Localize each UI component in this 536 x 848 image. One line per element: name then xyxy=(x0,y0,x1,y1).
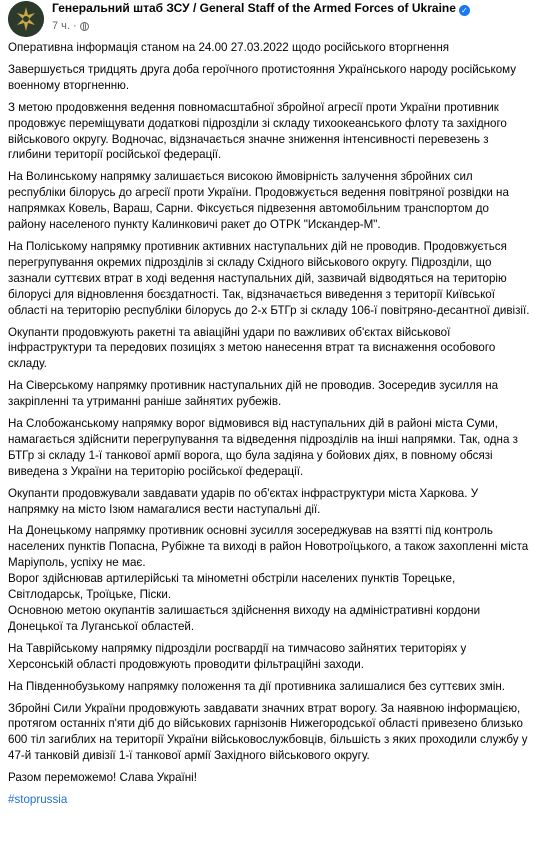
post-paragraph: Основною метою окупантів залишається здійснення виходу на адміністративні кордони Донецької та Луганської областей. xyxy=(8,604,481,633)
post-paragraph: Завершується тридцять друга доба героїчного протистояння Українського народу російському военному вторгненню. xyxy=(8,62,517,92)
page-name-link[interactable]: Генеральний штаб ЗСУ / General Staff of the Armed Forces of Ukraine xyxy=(52,1,456,15)
post-timestamp[interactable]: 7 ч. xyxy=(52,20,70,32)
post-paragraph: На Сіверському напрямку противник наступальних дій не проводив. Зосередив зусилля на закріпленні та утриманні раніше зайнятих рубежів. xyxy=(8,379,499,409)
post-text xyxy=(8,40,530,808)
post-paragraph: На Донецькому напрямку противник основні зусилля зосереджував на взятті під контроль населених пунктів Попасна, Рубіжне та виході в район Новотроїцького, а також захопленні міста Маріуполь, успіху не має. xyxy=(8,524,529,570)
post-paragraph: Ворог здійснював артилерійські та мінометні обстріли населених пунктів Торецьке, Світлодарськ, Троїцьке, Піски. xyxy=(8,572,456,602)
post-paragraph: Окупанти продовжують ракетні та авіаційні удари по важливих об'єктах військової інфраструктури та передових позиціях з метою нанесення втрат та виснаження особового складу. xyxy=(8,325,496,371)
globe-icon xyxy=(80,22,89,31)
post-paragraph: На Південнобузькому напрямку положення та дії противника залишалися без суттєвих змін. xyxy=(8,679,506,693)
post-header xyxy=(8,0,530,40)
post-paragraph: На Таврійському напрямку підрозділи росгвардії на тимчасово зайнятих територіях у Херсонській області продовжують проводити фільтраційні заходи. xyxy=(8,641,467,671)
post-paragraph: Оперативна інформація станом на 24.00 27.03.2022 щодо російського вторгнення xyxy=(8,41,450,54)
page-avatar[interactable] xyxy=(8,1,44,37)
post-paragraph: Окупанти продовжували завдавати ударів по об'єктах інфраструктури міста Харкова. У напрямку на місто Ізюм намагалися вести наступальні дії. xyxy=(8,486,479,516)
verified-badge-icon: ✓ xyxy=(459,5,470,16)
post-paragraph: Разом переможемо! Слава Україні! xyxy=(8,771,197,785)
emblem-icon xyxy=(8,1,44,37)
post-paragraph: Збройні Сили України продовжують завдавати значних втрат ворогу. За наявною інформацією, протягом останніх п'яти діб до військових гарнізонів Нижегородської області привезено близько 600 тіл загиблих на території України військовослужбовців, більшість з яких проходили службу у 47-й танковій дивізії 1-ї танкової армії Західного військового округу. xyxy=(8,701,528,763)
hashtag-link[interactable]: #stoprussia xyxy=(8,793,68,807)
post-paragraph: На Слобожанському напрямку ворог відмовився від наступальних дій в районі міста Суми, намагається здійснити перегрупування та відведення підрозділів на інші напрямки. Так, одна з БТГр зі складу 1-ї танкової армії ворога, що була задіяна у бойових діях, в повному обсязі виведена з України на територію російської федерації. xyxy=(8,417,518,478)
separator-dot: · xyxy=(72,20,77,32)
post-paragraph: На Поліському напрямку противник активних наступальних дій не проводив. Продовжується перегрупування окремих підрозділів зі складу Східного військового округу. Підрозділи, що зазнали суттєвих втрат в ході ведення наступальних дій, зазвичай відводяться на територію білорусі для відновлення боєздатності. Так, відзначається виведення з території Київської області на територію республіки білорусь до 2-х БТГр зі складу 106-ї повітряно-десантної дивізії. xyxy=(8,239,530,317)
post-paragraph: З метою продовження ведення повномасштабної збройної агресії проти України противник продовжує переміщувати додаткові підрозділи зі складу тихоокеанського флоту та західного військового округу. Водночас, відзначається значне зниження інтенсивності перевезень з глибини території російської федерації. xyxy=(8,100,507,162)
post-paragraph: На Волинському напрямку залишається високою ймовірність залучення збройних сил республіки білорусь до агресії проти України. Продовжується ведення повітряної розвідки на напрямках Ковель, Вараш, Сарни. Фіксується підвезення автомобільним транспортом до району населеного пункту Калинковичі ракет до ОТРК "Искандер-М". xyxy=(8,170,509,232)
